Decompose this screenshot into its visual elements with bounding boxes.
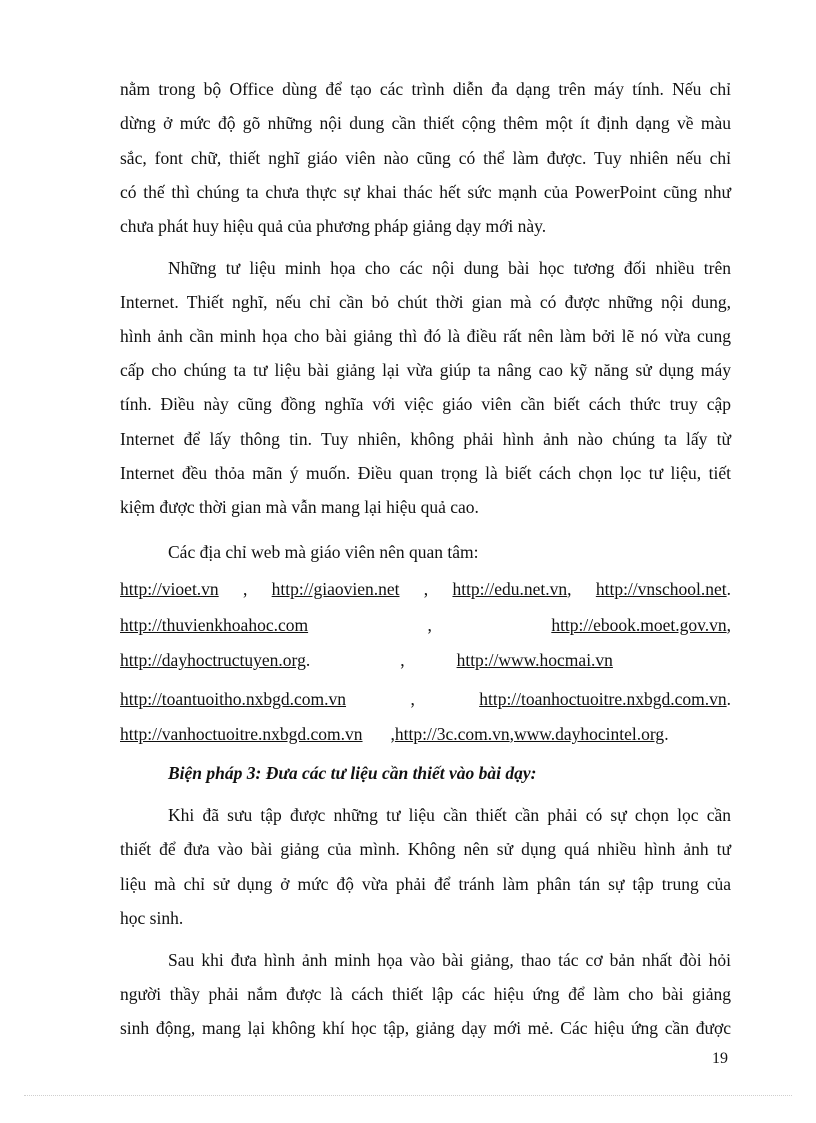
paragraph-3-line-4: học sinh. — [120, 908, 184, 928]
links-row-1 — [120, 578, 731, 600]
paragraph-1-line-3: sắc, font chữ, thiết nghĩ giáo viên nào cũng có thể làm được. Tuy nhiên nếu chỉ — [120, 148, 731, 168]
web-addresses-intro: Các địa chỉ web mà giáo viên nên quan tâm: — [168, 542, 479, 562]
separator: , — [242, 579, 248, 599]
link-group — [120, 578, 219, 600]
link-vnschool[interactable]: http://vnschool.net — [595, 579, 727, 599]
paragraph-4-line-3: sinh động, mang lại không khí học tập, giảng dạy mới mẻ. Các hiệu ứng cần được — [120, 1018, 731, 1038]
separator: , — [400, 650, 405, 670]
paragraph-2-line-1: Những tư liệu minh họa cho các nội dung bài học tương đối nhiều trên — [168, 258, 731, 278]
paragraph-2-line-3: hình ảnh cần minh họa cho bài giảng thì đó là điều rất nên làm bởi lẽ nó vừa cung — [120, 326, 731, 346]
link-group — [452, 578, 571, 600]
link-toantuoitho[interactable]: http://toantuoitho.nxbgd.com.vn — [120, 689, 347, 709]
paragraph-3-line-2: thiết để đưa vào bài giảng của mình. Không nên sử dụng quá nhiều hình ảnh tư — [120, 839, 731, 859]
separator: , — [390, 724, 395, 744]
section-heading: Biện pháp 3: Đưa các tư liệu cần thiết vào bài dạy: — [168, 763, 537, 783]
paragraph-3-line-3: liệu mà chỉ sử dụng ở mức độ vừa phải để tránh làm phân tán sự tập trung của — [120, 874, 731, 894]
paragraph-4-line-1: Sau khi đưa hình ảnh minh họa vào bài giảng, thao tác cơ bản nhất đòi hỏi — [168, 950, 731, 970]
link-dayhoctructuyen[interactable]: http://dayhoctructuyen.org — [120, 650, 306, 670]
paragraph-2-line-8: kiệm được thời gian mà vẫn mang lại hiệu quả cao. — [120, 497, 479, 517]
paragraph-3-line-1: Khi đã sưu tập được những tư liệu cần thiết cần phải có sự chọn lọc cần — [168, 805, 731, 825]
separator: . — [305, 650, 311, 670]
separator: , — [509, 724, 514, 744]
link-giaovien[interactable]: http://giaovien.net — [271, 579, 400, 599]
paragraph-1-line-5: chưa phát huy hiệu quả của phương pháp giảng dạy mới này. — [120, 216, 547, 236]
link-group — [551, 614, 731, 636]
page-number: 19 — [712, 1050, 728, 1067]
paragraph-2-line-6: Internet để lấy thông tin. Tuy nhiên, không phải hình ảnh nào chúng ta lấy từ — [120, 429, 731, 449]
link-edu-net[interactable]: http://edu.net.vn — [452, 579, 568, 599]
paragraph-1-line-4: có thế thì chúng ta chưa thực sự khai thác hết sức mạnh của PowerPoint cũng như — [120, 182, 731, 202]
paragraph-2-line-2: Internet. Thiết nghĩ, nếu chỉ cần bỏ chút thời gian mà có được những nội dung, — [120, 292, 731, 312]
separator: , — [567, 579, 572, 599]
separator: , — [427, 615, 432, 635]
link-3c[interactable]: http://3c.com.vn — [394, 724, 510, 744]
link-hocmai[interactable]: http://www.hocmai.vn — [456, 650, 613, 670]
paragraph-2-line-5: tính. Điều này cũng đồng nghĩa với việc giáo viên cần biết cách thức truy cập — [120, 394, 731, 414]
paragraph-1-line-1: nằm trong bộ Office dùng để tạo các trình diễn đa dạng trên máy tính. Nếu chỉ — [120, 79, 731, 99]
link-thuvienkhoahoc[interactable]: http://thuvienkhoahoc.com — [120, 615, 309, 635]
link-group — [479, 688, 731, 710]
paragraph-2-line-4: cấp cho chúng ta tư liệu bài giảng lại vừa giúp ta nâng cao kỹ năng sử dụng máy — [120, 360, 731, 380]
separator: , — [726, 615, 731, 635]
link-toanhoctuoitre[interactable]: http://toanhoctuoitre.nxbgd.com.vn — [479, 689, 727, 709]
link-group — [596, 578, 731, 600]
paragraph-1-line-2: dừng ở mức độ gõ những nội dung cần thiết cộng thêm một ít định dạng về màu — [120, 113, 731, 133]
link-vanhoctuoitre[interactable]: http://vanhoctuoitre.nxbgd.com.vn — [120, 724, 363, 744]
separator: . — [726, 689, 731, 709]
link-vioet[interactable]: http://vioet.vn — [120, 579, 219, 599]
links-row-5 — [120, 723, 731, 745]
link-ebook-moet[interactable]: http://ebook.moet.gov.vn — [551, 615, 727, 635]
links-row-3 — [120, 649, 731, 671]
separator: , — [423, 579, 429, 599]
paragraph-2-line-7: Internet đều thỏa mãn ý muốn. Điều quan trọng là biết cách chọn lọc tư liệu, tiết — [120, 463, 731, 483]
links-row-2 — [120, 614, 731, 636]
paragraph-4-line-2: người thầy phải nắm được là cách thiết lập các hiệu ứng để làm cho bài giảng — [120, 984, 731, 1004]
links-row-4 — [120, 688, 731, 710]
footer-divider — [24, 1095, 792, 1096]
separator: . — [664, 724, 669, 744]
separator: . — [726, 579, 731, 599]
link-group — [120, 649, 310, 671]
link-dayhocintel[interactable]: www.dayhocintel.org — [514, 724, 665, 744]
separator: , — [410, 689, 415, 709]
